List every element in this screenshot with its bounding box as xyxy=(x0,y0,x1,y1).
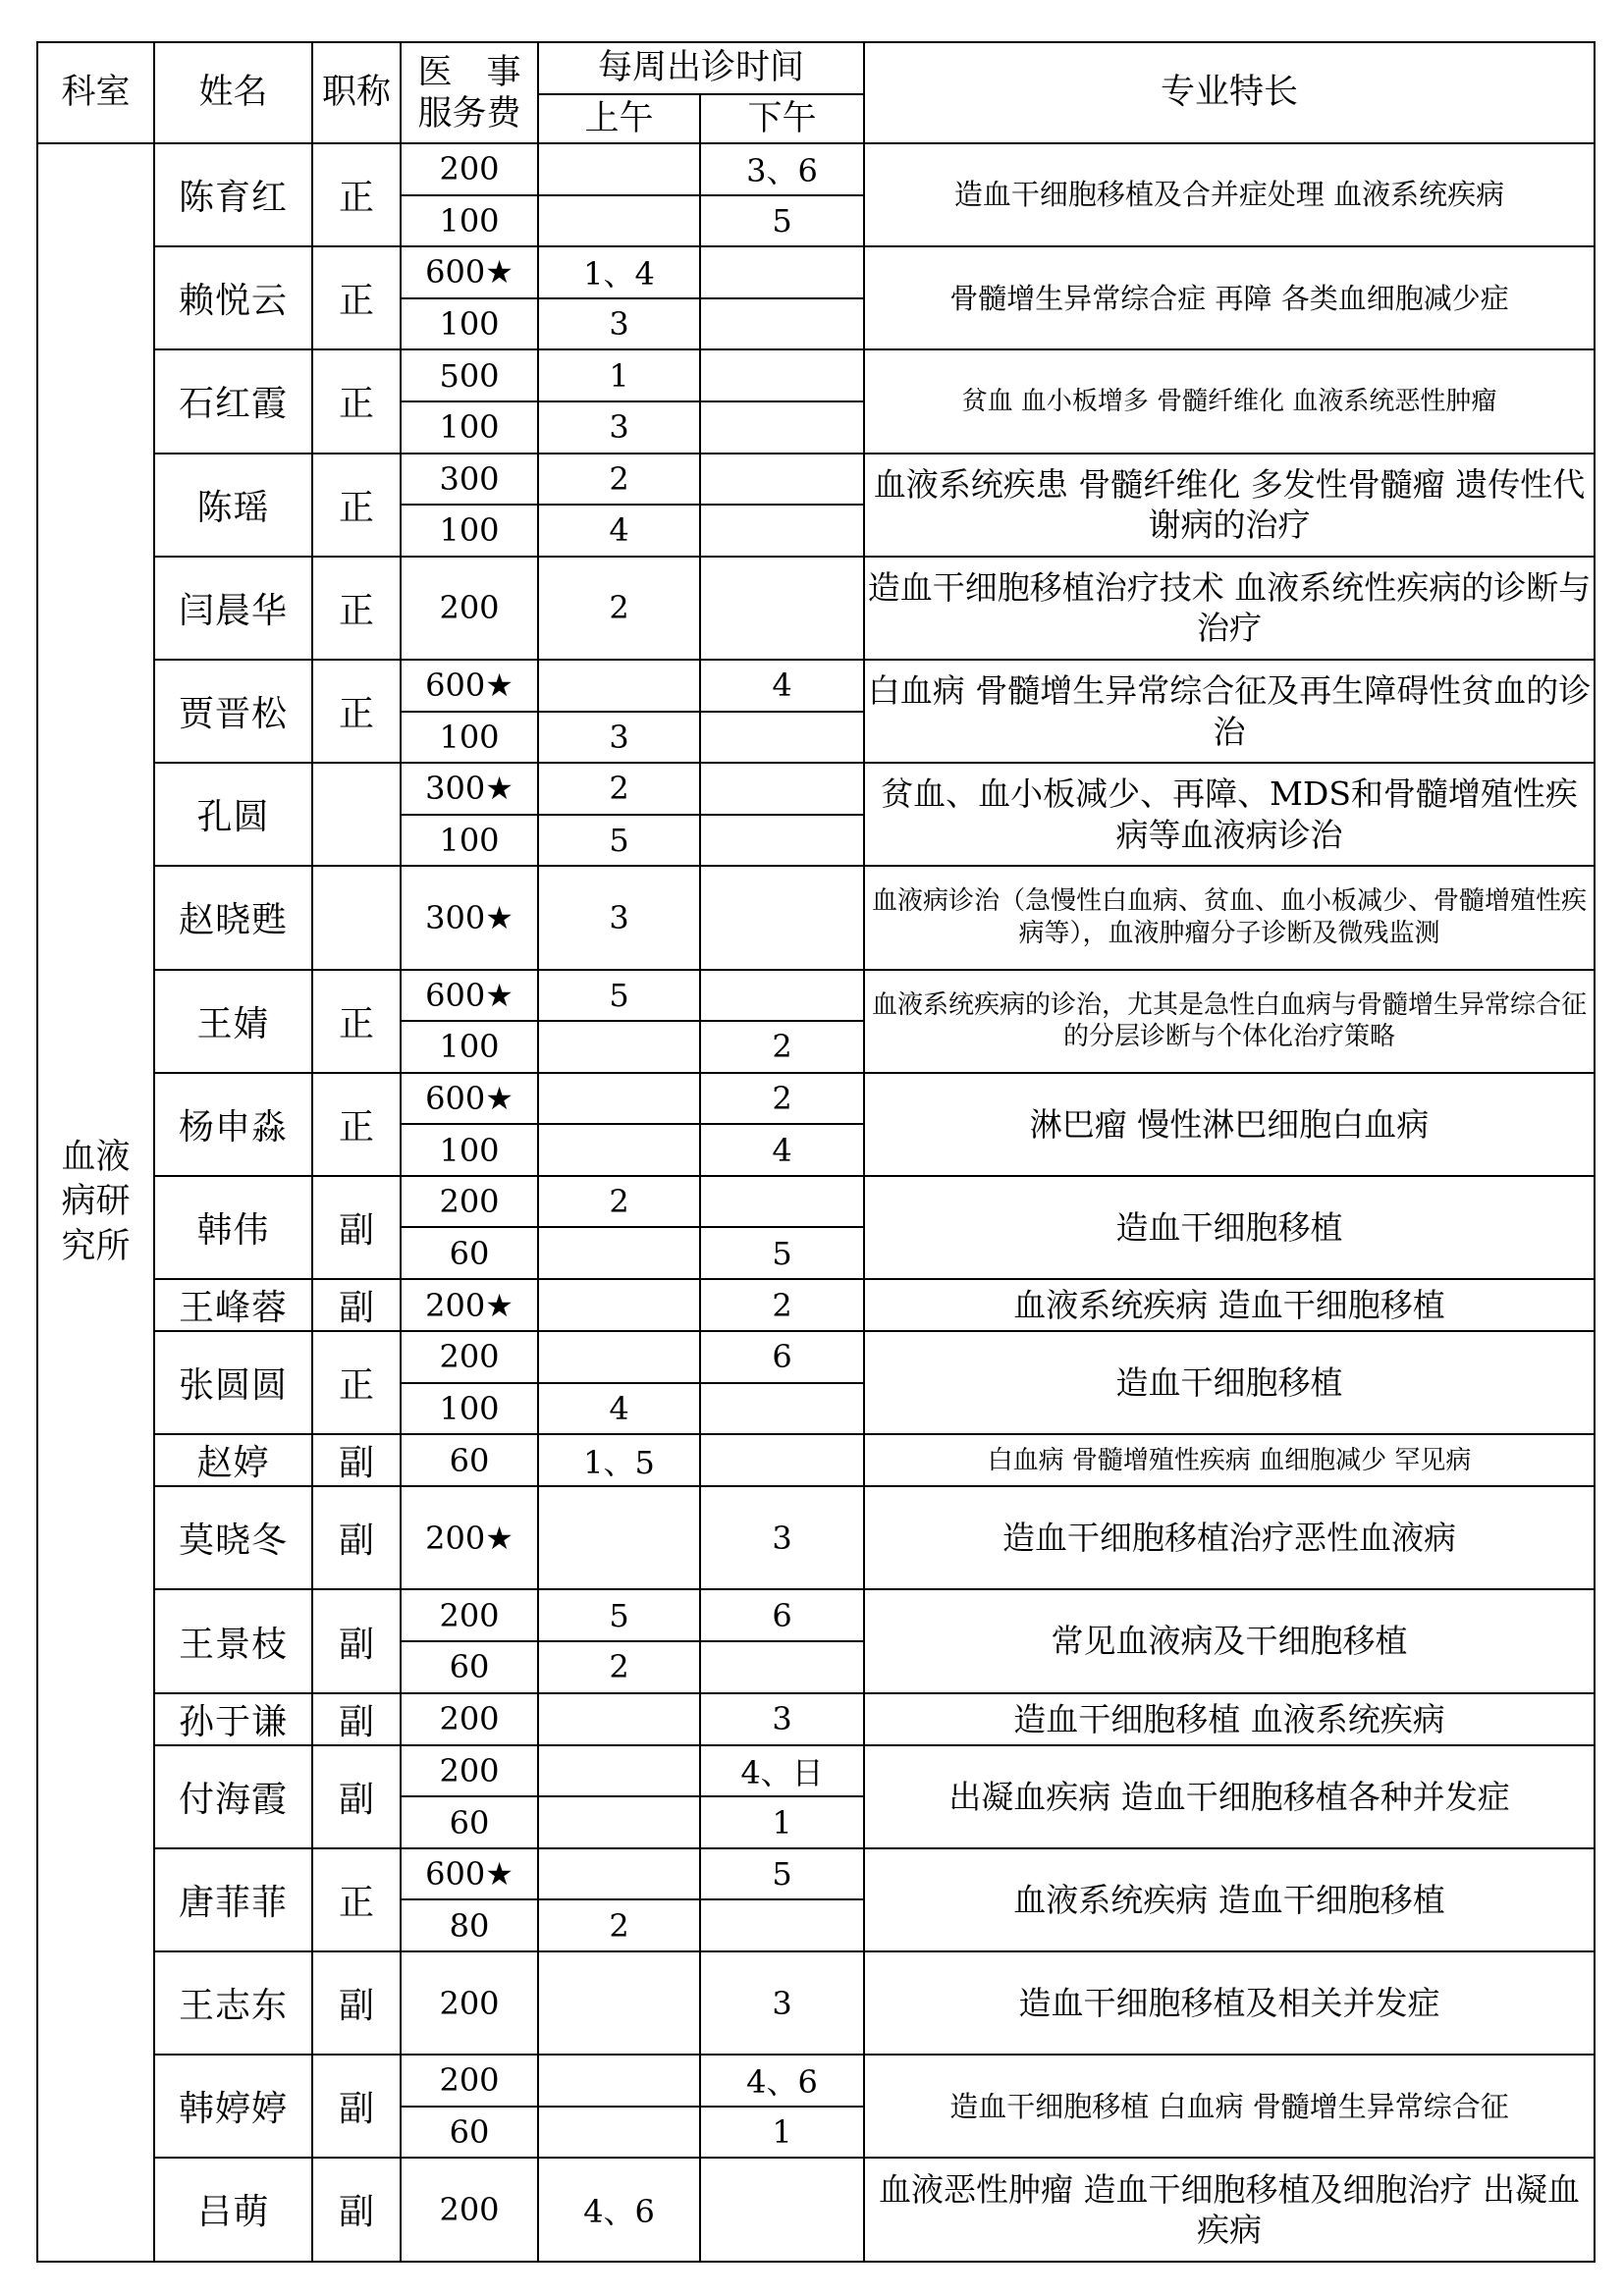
afternoon-days xyxy=(700,1383,864,1435)
morning-days xyxy=(538,1279,700,1331)
specialty: 淋巴瘤 慢性淋巴细胞白血病 xyxy=(864,1073,1595,1176)
service-fee: 100 xyxy=(401,1383,538,1435)
afternoon-days: 1 xyxy=(700,2107,864,2159)
afternoon-days: 4、日 xyxy=(700,1745,864,1797)
afternoon-days: 3 xyxy=(700,1486,864,1589)
afternoon-days xyxy=(700,349,864,401)
doctor-name: 王峰蓉 xyxy=(154,1279,312,1331)
doctor-name: 王志东 xyxy=(154,1951,312,2055)
afternoon-days xyxy=(700,1434,864,1486)
doctor-title: 副 xyxy=(312,1745,401,1848)
doctor-title: 副 xyxy=(312,1693,401,1745)
service-fee: 60 xyxy=(401,2107,538,2159)
afternoon-days xyxy=(700,763,864,815)
table-row xyxy=(37,1848,1595,1900)
schedule-body xyxy=(37,143,1595,2262)
afternoon-days: 4 xyxy=(700,1124,864,1176)
doctor-name: 孔圆 xyxy=(154,763,312,866)
table-row xyxy=(37,660,1595,712)
table-row xyxy=(37,1486,1595,1538)
doctor-name: 莫晓冬 xyxy=(154,1486,312,1589)
morning-days xyxy=(538,1693,700,1745)
specialty: 造血干细胞移植治疗技术 血液系统性疾病的诊断与治疗 xyxy=(864,557,1595,660)
table-row xyxy=(37,557,1595,609)
specialty: 造血干细胞移植 xyxy=(864,1176,1595,1279)
service-fee: 200★ xyxy=(401,1486,538,1589)
morning-days: 3 xyxy=(538,401,700,454)
morning-days: 5 xyxy=(538,815,700,867)
morning-days: 2 xyxy=(538,1641,700,1693)
morning-days: 5 xyxy=(538,970,700,1022)
service-fee: 100 xyxy=(401,298,538,350)
afternoon-days: 4、6 xyxy=(700,2055,864,2107)
afternoon-days xyxy=(700,505,864,557)
header-spec: 专业特长 xyxy=(864,42,1595,143)
table-row xyxy=(37,866,1595,918)
doctor-title: 副 xyxy=(312,1486,401,1589)
table-row xyxy=(37,1745,1595,1797)
afternoon-days xyxy=(700,298,864,350)
morning-days xyxy=(538,1227,700,1279)
specialty: 造血干细胞移植及合并症处理 血液系统疾病 xyxy=(864,143,1595,246)
service-fee: 80 xyxy=(401,1899,538,1951)
morning-days xyxy=(538,1331,700,1383)
morning-days xyxy=(538,1848,700,1900)
service-fee: 60 xyxy=(401,1641,538,1693)
afternoon-days: 5 xyxy=(700,1848,864,1900)
morning-days xyxy=(538,1021,700,1073)
table-row xyxy=(37,1434,1595,1486)
morning-days: 3 xyxy=(538,866,700,969)
table-row xyxy=(37,763,1595,815)
specialty: 骨髓增生异常综合症 再障 各类血细胞减少症 xyxy=(864,246,1595,349)
service-fee: 100 xyxy=(401,401,538,454)
service-fee: 200 xyxy=(401,1951,538,2055)
doctor-title: 副 xyxy=(312,1951,401,2055)
morning-days: 3 xyxy=(538,298,700,350)
table-row xyxy=(37,349,1595,401)
doctor-name: 赵婷 xyxy=(154,1434,312,1486)
specialty: 造血干细胞移植 xyxy=(864,1331,1595,1434)
afternoon-days: 5 xyxy=(700,195,864,247)
specialty: 血液系统疾病 造血干细胞移植 xyxy=(864,1279,1595,1331)
service-fee: 300★ xyxy=(401,763,538,815)
header-pm: 下午 xyxy=(700,94,864,143)
doctor-title xyxy=(312,866,401,969)
header-dept: 科室 xyxy=(37,42,154,143)
doctor-name: 石红霞 xyxy=(154,349,312,453)
service-fee: 100 xyxy=(401,505,538,557)
doctor-name: 张圆圆 xyxy=(154,1331,312,1434)
specialty: 造血干细胞移植 白血病 骨髓增生异常综合征 xyxy=(864,2055,1595,2158)
service-fee: 100 xyxy=(401,815,538,867)
doctor-title: 副 xyxy=(312,1279,401,1331)
morning-days xyxy=(538,1745,700,1797)
doctor-name: 付海霞 xyxy=(154,1745,312,1848)
table-row xyxy=(37,1951,1595,2003)
service-fee: 60 xyxy=(401,1434,538,1486)
service-fee: 60 xyxy=(401,1227,538,1279)
afternoon-days: 5 xyxy=(700,1227,864,1279)
service-fee: 200 xyxy=(401,557,538,660)
specialty: 造血干细胞移植治疗恶性血液病 xyxy=(864,1486,1595,1589)
doctor-name: 杨申淼 xyxy=(154,1073,312,1176)
header-fee-line1: 医 事 xyxy=(417,52,521,92)
afternoon-days xyxy=(700,2158,864,2261)
afternoon-days: 6 xyxy=(700,1331,864,1383)
morning-days xyxy=(538,195,700,247)
specialty: 血液恶性肿瘤 造血干细胞移植及细胞治疗 出凝血疾病 xyxy=(864,2158,1595,2261)
doctor-name: 闫晨华 xyxy=(154,557,312,660)
service-fee: 200 xyxy=(401,1745,538,1797)
table-row xyxy=(37,454,1595,506)
afternoon-days xyxy=(700,866,864,969)
doctor-title: 副 xyxy=(312,1176,401,1279)
header-name: 姓名 xyxy=(154,42,312,143)
doctor-title xyxy=(312,763,401,866)
afternoon-days xyxy=(700,1641,864,1693)
morning-days xyxy=(538,2055,700,2107)
service-fee: 600★ xyxy=(401,1848,538,1900)
service-fee: 100 xyxy=(401,195,538,247)
doctor-title: 副 xyxy=(312,1589,401,1692)
morning-days: 2 xyxy=(538,454,700,506)
clinic-schedule-table xyxy=(36,41,1596,2263)
specialty: 血液病诊治（急慢性白血病、贫血、血小板减少、骨髓增殖性疾病等），血液肿瘤分子诊断及微残监测 xyxy=(864,866,1595,969)
service-fee: 200 xyxy=(401,1693,538,1745)
service-fee: 600★ xyxy=(401,1073,538,1125)
table-row xyxy=(37,970,1595,1022)
afternoon-days: 6 xyxy=(700,1589,864,1641)
morning-days: 4 xyxy=(538,505,700,557)
service-fee: 600★ xyxy=(401,970,538,1022)
doctor-name: 王景枝 xyxy=(154,1589,312,1692)
doctor-name: 孙于谦 xyxy=(154,1693,312,1745)
afternoon-days xyxy=(700,401,864,454)
specialty: 白血病 骨髓增殖性疾病 血细胞减少 罕见病 xyxy=(864,1434,1595,1486)
doctor-name: 贾晋松 xyxy=(154,660,312,763)
table-row xyxy=(37,2055,1595,2107)
table-row xyxy=(37,2158,1595,2210)
table-row xyxy=(37,1589,1595,1641)
doctor-title: 正 xyxy=(312,1073,401,1176)
header-weekly: 每周出诊时间 xyxy=(538,42,864,94)
afternoon-days: 1 xyxy=(700,1796,864,1848)
morning-days: 2 xyxy=(538,763,700,815)
service-fee: 60 xyxy=(401,1796,538,1848)
morning-days xyxy=(538,1073,700,1125)
service-fee: 500 xyxy=(401,349,538,401)
doctor-title: 正 xyxy=(312,246,401,349)
header-title: 职称 xyxy=(312,42,401,143)
doctor-title: 正 xyxy=(312,970,401,1073)
morning-days xyxy=(538,1796,700,1848)
morning-days: 2 xyxy=(538,1899,700,1951)
service-fee: 100 xyxy=(401,1021,538,1073)
morning-days xyxy=(538,1124,700,1176)
morning-days xyxy=(538,1486,700,1589)
specialty: 血液系统疾病 造血干细胞移植 xyxy=(864,1848,1595,1951)
morning-days: 2 xyxy=(538,1176,700,1228)
service-fee: 600★ xyxy=(401,660,538,712)
doctor-title: 正 xyxy=(312,1848,401,1951)
service-fee: 200 xyxy=(401,1176,538,1228)
morning-days: 1 xyxy=(538,349,700,401)
table-row xyxy=(37,1693,1595,1745)
afternoon-days xyxy=(700,557,864,660)
doctor-title: 正 xyxy=(312,454,401,557)
doctor-name: 赖悦云 xyxy=(154,246,312,349)
morning-days xyxy=(538,660,700,712)
morning-days xyxy=(538,2107,700,2159)
doctor-name: 唐菲菲 xyxy=(154,1848,312,1951)
doctor-title: 副 xyxy=(312,2055,401,2158)
header-fee-line2: 服务费 xyxy=(417,93,521,133)
doctor-title: 副 xyxy=(312,2158,401,2261)
afternoon-days xyxy=(700,1176,864,1228)
specialty: 常见血液病及干细胞移植 xyxy=(864,1589,1595,1692)
header-fee xyxy=(401,42,538,143)
service-fee: 200 xyxy=(401,2055,538,2107)
table-row xyxy=(37,143,1595,195)
specialty: 贫血、血小板减少、再障、MDS和骨髓增殖性疾病等血液病诊治 xyxy=(864,763,1595,866)
afternoon-days xyxy=(700,454,864,506)
doctor-title: 副 xyxy=(312,1434,401,1486)
morning-days: 3 xyxy=(538,712,700,764)
doctor-title: 正 xyxy=(312,1331,401,1434)
doctor-name: 陈瑶 xyxy=(154,454,312,557)
morning-days xyxy=(538,143,700,195)
doctor-name: 王婧 xyxy=(154,970,312,1073)
afternoon-days xyxy=(700,815,864,867)
doctor-name: 韩婷婷 xyxy=(154,2055,312,2158)
morning-days: 1、4 xyxy=(538,246,700,298)
afternoon-days xyxy=(700,970,864,1022)
specialty: 血液系统疾病的诊治，尤其是急性白血病与骨髓增生异常综合征的分层诊断与个体化治疗策略 xyxy=(864,970,1595,1073)
doctor-name: 陈育红 xyxy=(154,143,312,246)
afternoon-days xyxy=(700,1899,864,1951)
afternoon-days: 2 xyxy=(700,1073,864,1125)
doctor-title: 正 xyxy=(312,349,401,453)
service-fee: 300 xyxy=(401,454,538,506)
specialty: 出凝血疾病 造血干细胞移植各种并发症 xyxy=(864,1745,1595,1848)
doctor-name: 赵晓甦 xyxy=(154,866,312,969)
morning-days: 1、5 xyxy=(538,1434,700,1486)
afternoon-days: 2 xyxy=(700,1279,864,1331)
department-cell: 血液病研究所 xyxy=(37,143,154,2262)
service-fee: 200★ xyxy=(401,1279,538,1331)
table-row xyxy=(37,246,1595,298)
service-fee: 200 xyxy=(401,2158,538,2261)
doctor-name: 吕萌 xyxy=(154,2158,312,2261)
table-row xyxy=(37,1176,1595,1228)
specialty: 造血干细胞移植 血液系统疾病 xyxy=(864,1693,1595,1745)
doctor-name: 韩伟 xyxy=(154,1176,312,1279)
table-row xyxy=(37,1331,1595,1383)
afternoon-days: 3、6 xyxy=(700,143,864,195)
service-fee: 600★ xyxy=(401,246,538,298)
afternoon-days xyxy=(700,712,864,764)
service-fee: 200 xyxy=(401,143,538,195)
specialty: 血液系统疾患 骨髓纤维化 多发性骨髓瘤 遗传性代谢病的治疗 xyxy=(864,454,1595,557)
service-fee: 200 xyxy=(401,1331,538,1383)
service-fee: 300★ xyxy=(401,866,538,969)
afternoon-days: 4 xyxy=(700,660,864,712)
doctor-title: 正 xyxy=(312,143,401,246)
morning-days: 4、6 xyxy=(538,2158,700,2261)
service-fee: 100 xyxy=(401,712,538,764)
morning-days: 2 xyxy=(538,557,700,660)
header-am: 上午 xyxy=(538,94,700,143)
morning-days: 4 xyxy=(538,1383,700,1435)
table-row xyxy=(37,1073,1595,1125)
afternoon-days xyxy=(700,246,864,298)
specialty: 贫血 血小板增多 骨髓纤维化 血液系统恶性肿瘤 xyxy=(864,349,1595,453)
afternoon-days: 3 xyxy=(700,1693,864,1745)
service-fee: 200 xyxy=(401,1589,538,1641)
table-row xyxy=(37,1279,1595,1331)
morning-days: 5 xyxy=(538,1589,700,1641)
specialty: 白血病 骨髓增生异常综合征及再生障碍性贫血的诊治 xyxy=(864,660,1595,763)
afternoon-days: 2 xyxy=(700,1021,864,1073)
specialty: 造血干细胞移植及相关并发症 xyxy=(864,1951,1595,2055)
doctor-title: 正 xyxy=(312,660,401,763)
service-fee: 100 xyxy=(401,1124,538,1176)
doctor-title: 正 xyxy=(312,557,401,660)
morning-days xyxy=(538,1951,700,2055)
afternoon-days: 3 xyxy=(700,1951,864,2055)
